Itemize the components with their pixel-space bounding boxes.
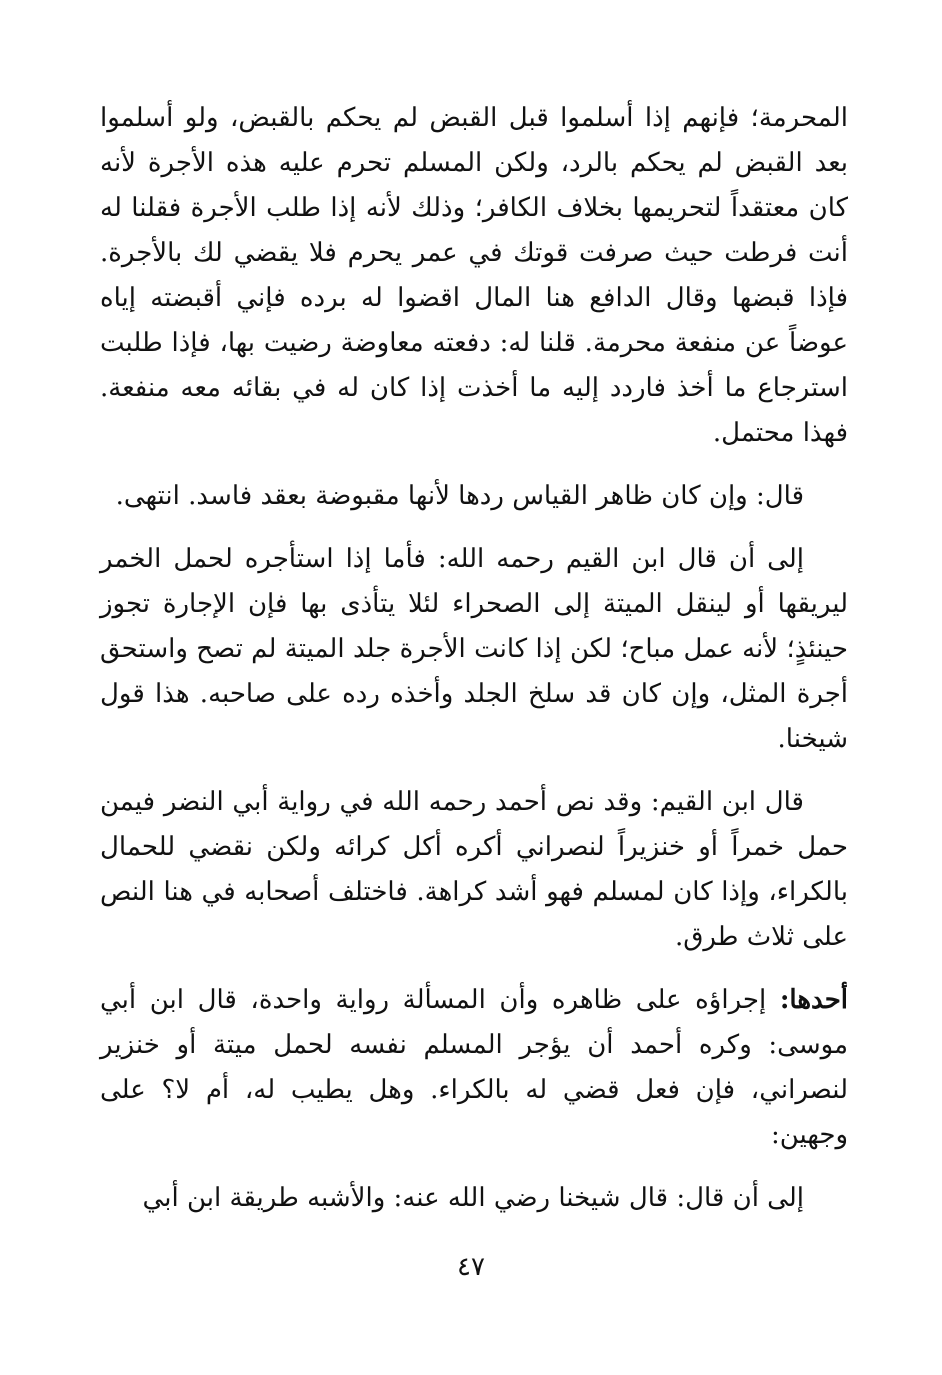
paragraph-4: قال ابن القيم: وقد نص أحمد رحمه الله في رواية أبي النضر فيمن حمل خمراً أو خنزيراً لنصراني أكره أكل كرائه ولكن نقضي للحمال بالكراء، وإذا كان لمسلم فهو أشد كراهة. فاختلف أصحابه في هنا النص على ثلاث طرق. <box>100 787 848 952</box>
paragraph-5 <box>100 978 848 1158</box>
paragraph-5-lead: أحدها: <box>779 985 848 1015</box>
paragraph-2: قال: وإن كان ظاهر القياس ردها لأنها مقبوضة بعقد فاسد. انتهى. <box>115 481 804 511</box>
paragraph-3: إلى أن قال ابن القيم رحمه الله: فأما إذا استأجره لحمل الخمر ليريقها أو لينقل الميتة إلى الصحراء لئلا يتأذى بها فإن الإجارة تجوز حينئذٍ؛ لأنه عمل مباح؛ لكن إذا كانت الأجرة جلد الميتة لم تصح واستحق أجرة المثل، وإن كان قد سلخ الجلد وأخذه رده على صاحبه. هذا قول شيخنا. <box>100 544 848 754</box>
page-number: ٤٧ <box>457 1252 485 1282</box>
paragraph-1: المحرمة؛ فإنهم إذا أسلموا قبل القبض لم يحكم بالقبض، ولو أسلموا بعد القبض لم يحكم بالرد، ولكن المسلم تحرم عليه هذه الأجرة لأنه كان معتقداً لتحريمها بخلاف الكافر؛ وذلك لأنه إذا طلب الأجرة فقلنا له أنت فرطت حيث صرفت قوتك في عمر يحرم فلا يقضي لك بالأجرة. فإذا قبضها وقال الدافع هنا المال اقضوا له برده فإني أقبضته إياه عوضاً عن منفعة محرمة. قلنا له: دفعته معاوضة رضيت بها، فإذا طلبت استرجاع ما أخذ فاردد إليه ما أخذت إذا كان له في بقائه معه منفعة. فهذا محتمل. <box>100 103 848 448</box>
body-text <box>100 96 848 1239</box>
paragraph-5-body: إجراؤه على ظاهره وأن المسألة رواية واحدة، قال ابن أبي موسى: وكره أحمد أن يؤجر المسلم نفسه لحمل ميتة أو خنزير لنصراني، فإن فعل قضي له بالكراء. وهل يطيب له، أم لا؟ على وجهين: <box>100 985 848 1150</box>
paragraph-6: إلى أن قال: قال شيخنا رضي الله عنه: والأشبه طريقة ابن أبي <box>142 1183 804 1213</box>
